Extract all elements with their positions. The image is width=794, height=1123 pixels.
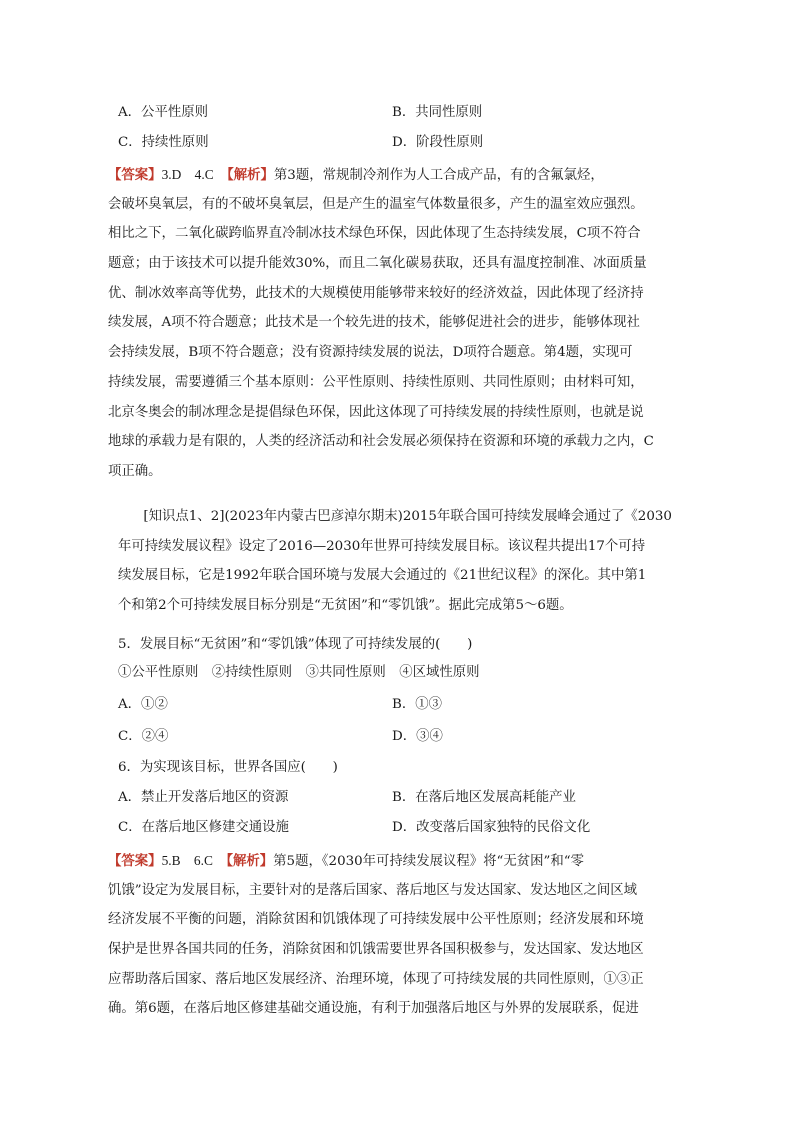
option-a: A．①②: [118, 697, 168, 712]
question-5-items: ①公平性原则 ②持续性原则 ③共同性原则 ④区域性原则: [118, 665, 480, 680]
option-a: A．公平性原则: [118, 105, 209, 120]
option-a: A．禁止开发落后地区的资源: [118, 790, 289, 805]
analysis-line: 项正确。: [108, 463, 162, 479]
analysis-line: 续发展，A项不符合题意；此技术是一个较先进的技术，能够促进社会的进步，能够体现社: [108, 315, 640, 331]
analysis-line: 优、制冰效率高等优势，此技术的大规模使用能够带来较好的经济效益，因此体现了经济持: [108, 285, 644, 301]
material-paragraph: [118, 502, 682, 621]
option-b: B．①③: [392, 697, 443, 712]
analysis-line: 北京冬奥会的制冰理念是提倡绿色环保，因此这体现了可持续发展的持续性原则，也就是说: [108, 404, 644, 420]
material-line: [知识点1、2](2023年内蒙古巴彦淖尔期末)2015年联合国可持续发展峰会通过了《2030: [130, 509, 672, 524]
material-line: 年可持续发展议程》设定了2016—2030年世界可持续发展目标。该议程共提出17个可持: [118, 538, 646, 554]
analysis-line: 题意；由于该技术可以提升能效30%，而且二氧化碳易获取，还具有温度控制准、冰面质量: [108, 256, 647, 272]
option-c: C．②④: [118, 729, 169, 744]
analysis-line: 饥饿”设定为发展目标，主要针对的是落后国家、落后地区与发达国家、发达地区之间区域: [108, 882, 638, 898]
option-c: C．在落后地区修建交通设施: [118, 820, 289, 835]
analysis-line: 持续发展，需要遵循三个基本原则：公平性原则、持续性原则、共同性原则；由材料可知，: [108, 374, 644, 390]
analysis-line: 经济发展不平衡的问题，消除贫困和饥饿体现了可持续发展中公平性原则；经济发展和环境: [108, 912, 644, 928]
answer-numbers: 5.B 6.C: [161, 853, 227, 868]
analysis-line: 确。第6题，在落后地区修建基础交通设施，有利于加强落后地区与外界的发展联系，促进: [108, 1001, 639, 1017]
material-line: 个和第2个可持续发展目标分别是“无贫困”和“零饥饿”。据此完成第5～6题。: [118, 598, 573, 614]
answer-tag: 【答案】: [108, 853, 162, 869]
question-6-stem: 6．为实现该目标，世界各国应( ): [118, 760, 338, 775]
option-b: B．在落后地区发展高耗能产业: [392, 790, 576, 805]
analysis-tag: 【解析】: [227, 167, 274, 183]
answer-line: [108, 160, 680, 190]
question-5-stem: 5．发展目标“无贫困”和“零饥饿”体现了可持续发展的( ): [118, 637, 473, 652]
analysis-line: 相比之下，二氧化碳跨临界直冷制冰技术绿色环保，因此体现了生态持续发展，C项不符合: [108, 226, 641, 242]
option-c: C．持续性原则: [118, 135, 209, 150]
answer-block-1: [108, 160, 680, 487]
analysis-line: 会持续发展，B项不符合题意；没有资源持续发展的说法，D项符合题意。第4题，实现可: [108, 345, 633, 361]
analysis-line: 保护是世界各国共同的任务，消除贫困和饥饿需要世界各国积极参与，发达国家、发达地区: [108, 942, 644, 958]
option-d: D．阶段性原则: [392, 135, 484, 150]
analysis-text: 第5题，《2030年可持续发展议程》将“无贫困”和“零: [273, 854, 585, 869]
answer-line: [108, 846, 680, 876]
analysis-line: 会破坏臭氧层，有的不破坏臭氧层，但是产生的温室气体数量很多，产生的温室效应强烈。: [108, 196, 644, 212]
option-b: B．共同性原则: [392, 105, 483, 120]
answer-numbers: 3.D 4.C: [161, 167, 228, 182]
answer-tag: 【答案】: [108, 167, 162, 183]
analysis-line: 地球的承载力是有限的，人类的经济活动和社会发展必须保持在资源和环境的承载力之内，C: [108, 434, 654, 450]
material-line: 续发展目标，它是1992年联合国环境与发展大会通过的《21世纪议程》的深化。其中第1: [118, 568, 647, 584]
option-d: D．③④: [392, 729, 443, 744]
analysis-line: 应帮助落后国家、落后地区发展经济、治理环境，体现了可持续发展的共同性原则，①③正: [108, 971, 644, 987]
answer-block-2: [108, 846, 680, 1024]
option-d: D．改变落后国家独特的民俗文化: [392, 820, 591, 835]
analysis-text: 第3题，常规制冷剂作为人工合成产品，有的含氟氯烃，: [273, 168, 604, 183]
analysis-tag: 【解析】: [226, 853, 274, 869]
